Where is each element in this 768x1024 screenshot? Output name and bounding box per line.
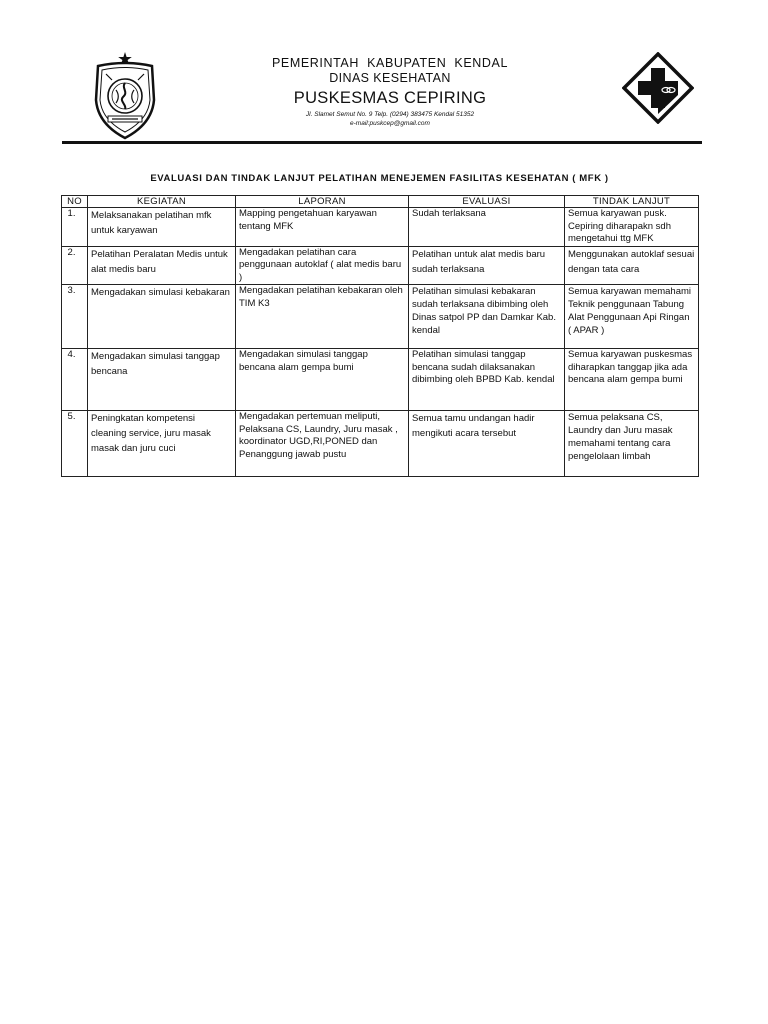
cell-kegiatan: Mengadakan simulasi tanggap bencana [88,349,236,411]
column-header-no: NO [62,196,88,208]
evaluation-table [61,195,699,477]
cell-evaluasi: Pelatihan simulasi kebakaran sudah terlaksana dibimbing oleh Dinas satpol PP dan Damkar Kab. kendal [409,285,565,349]
government-name: PEMERINTAH KABUPATEN KENDAL [271,56,509,70]
cell-no: 4. [62,349,88,411]
column-header-tindak-lanjut: TINDAK LANJUT [565,196,699,208]
cell-kegiatan: Pelatihan Peralatan Medis untuk alat medis baru [88,246,236,285]
table-row [62,411,699,477]
cell-tindak-lanjut: Semua karyawan puskesmas diharapkan tanggap jika ada bencana alam gempa bumi [565,349,699,411]
cell-no: 2. [62,246,88,285]
cell-evaluasi: Pelatihan untuk alat medis baru sudah terlaksana [409,246,565,285]
kendal-regency-seal-icon [92,50,158,140]
cell-laporan: Mengadakan pelatihan kebakaran oleh TIM K3 [236,285,409,349]
cell-kegiatan: Peningkatan kompetensi cleaning service, juru masak masak dan juru cuci [88,411,236,477]
table-row [62,208,699,247]
department-name: DINAS KESEHATAN [329,71,451,85]
cell-evaluasi: Sudah terlaksana [409,208,565,247]
cell-tindak-lanjut: Semua karyawan pusk. Cepiring diharapakn sdh mengetahui ttg MFK [565,208,699,247]
cell-laporan: Mapping pengetahuan karyawan tentang MFK [236,208,409,247]
table-header-row [62,196,699,208]
cell-evaluasi: Pelatihan simulasi tanggap bencana sudah dilaksanakan dibimbing oleh BPBD Kab. kendal [409,349,565,411]
institution-email: e-mail:puskcep@gmail.com [350,120,430,127]
cell-no: 1. [62,208,88,247]
puskesmas-cross-icon [622,52,694,124]
cell-no: 3. [62,285,88,349]
letterhead-rule [62,141,702,144]
table-row [62,285,699,349]
cell-evaluasi: Semua tamu undangan hadir mengikuti acara tersebut [409,411,565,477]
cell-tindak-lanjut: Semua karyawan memahami Teknik penggunaan Tabung Alat Penggunaan Api Ringan ( APAR ) [565,285,699,349]
document-title: EVALUASI DAN TINDAK LANJUT PELATIHAN MENEJEMEN FASILITAS KESEHATAN ( MFK ) [150,173,609,184]
table-row [62,349,699,411]
cell-tindak-lanjut: Menggunakan autoklaf sesuai dengan tata cara [565,246,699,285]
institution-name: PUSKESMAS CEPIRING [293,89,487,107]
table-row [62,246,699,285]
cell-laporan: Mengadakan pertemuan meliputi, Pelaksana CS, Laundry, Juru masak , koordinator UGD,RI,PONED dan Penanggung jawab pustu [236,411,409,477]
institution-address: Jl. Slamet Semut No. 9 Telp. (0294) 383475 Kendal 51352 [305,111,475,118]
column-header-evaluasi: EVALUASI [409,196,565,208]
cell-kegiatan: Melaksanakan pelatihan mfk untuk karyawan [88,208,236,247]
cell-tindak-lanjut: Semua pelaksana CS, Laundry dan Juru masak memahami tentang cara pengelolaan limbah [565,411,699,477]
letterhead [190,56,590,128]
cell-kegiatan: Mengadakan simulasi kebakaran [88,285,236,349]
cell-laporan: Mengadakan pelatihan cara penggunaan autoklaf ( alat medis baru ) [236,246,409,285]
column-header-kegiatan: KEGIATAN [88,196,236,208]
cell-no: 5. [62,411,88,477]
cell-laporan: Mengadakan simulasi tanggap bencana alam gempa bumi [236,349,409,411]
column-header-laporan: LAPORAN [236,196,409,208]
